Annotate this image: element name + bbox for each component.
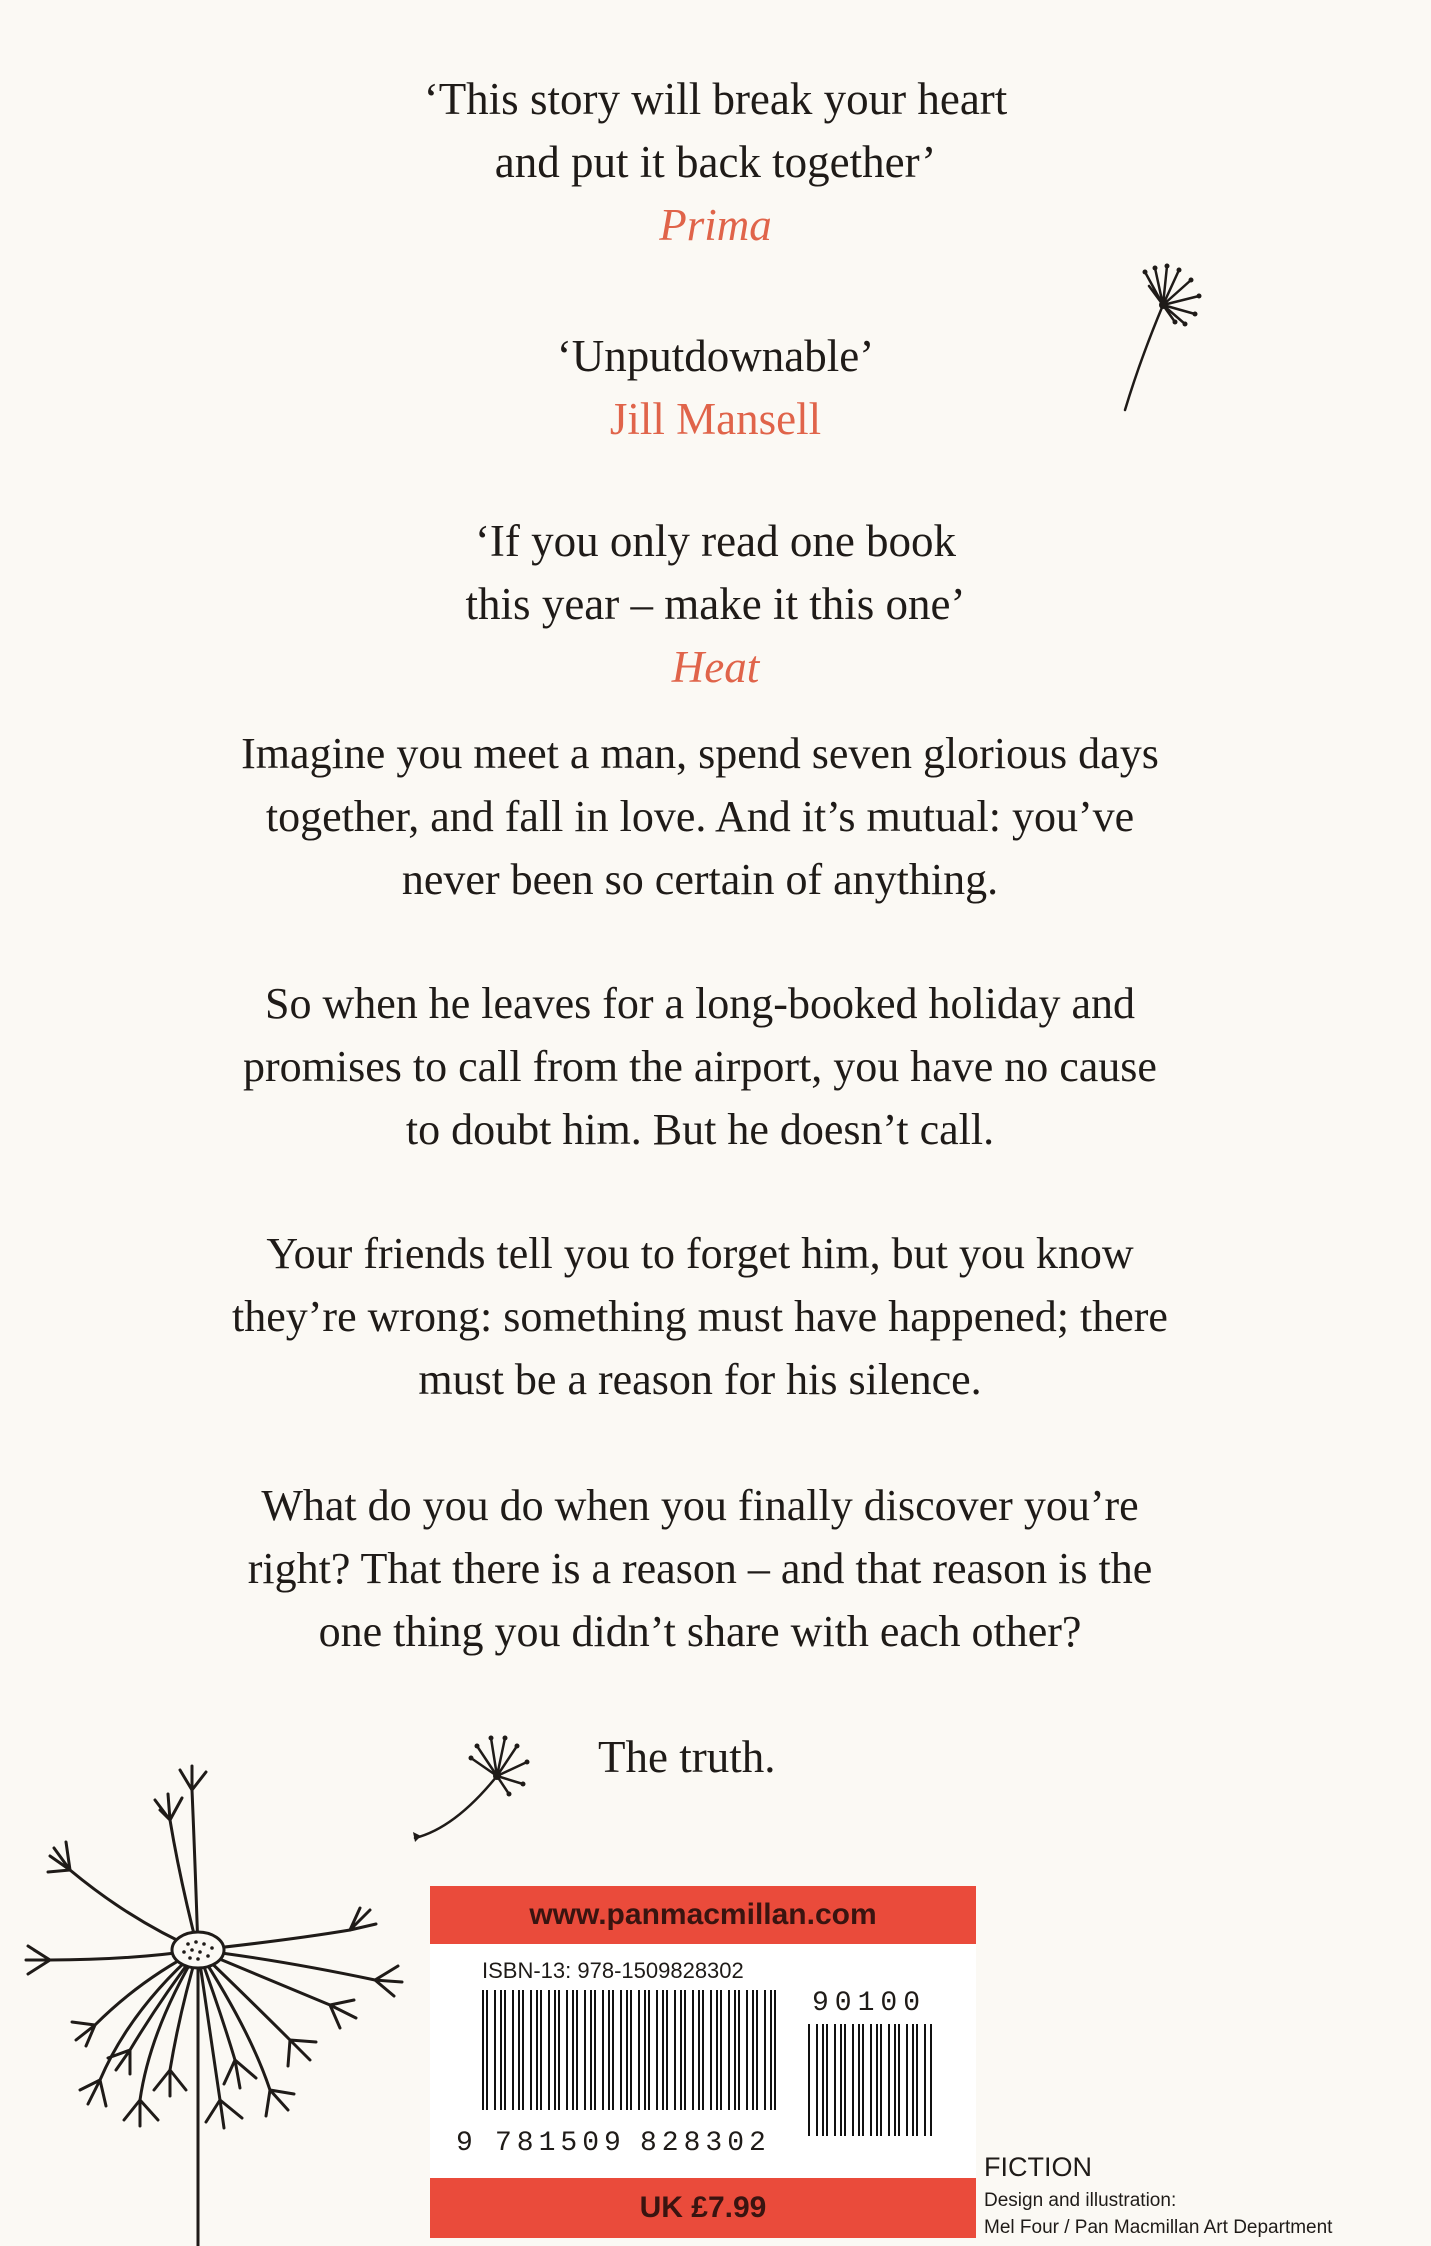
dandelion-flower-icon — [20, 1760, 420, 2246]
barcode-bar — [662, 1990, 664, 2110]
quote-text-line: ‘If you only read one book — [474, 516, 957, 566]
ean-first-digit: 9 — [456, 2128, 473, 2159]
barcode-bar — [572, 1990, 574, 2110]
barcode-bar — [930, 2024, 932, 2136]
barcode-bar — [576, 1990, 578, 2110]
ean-left-digits: 781509 — [495, 2128, 626, 2159]
quote-text-line: and put it back together’ — [494, 137, 937, 187]
price-banner — [430, 2178, 976, 2238]
quote-prima — [0, 68, 1431, 257]
ean-right-digits: 828302 — [640, 2128, 771, 2159]
barcode-bar — [518, 1990, 520, 2110]
barcode-bar — [822, 2024, 824, 2136]
barcode-bar — [924, 2024, 926, 2136]
barcode-bar — [554, 1990, 556, 2110]
barcode-bar — [594, 1990, 596, 2110]
barcode-bar — [916, 2024, 918, 2136]
barcode-bar — [486, 1990, 488, 2110]
barcode-bar — [906, 2024, 908, 2136]
barcode-bar — [756, 1990, 758, 2110]
blurb-line: promises to call from the airport, you have no cause — [243, 1042, 1157, 1091]
barcode-bar — [734, 1990, 736, 2110]
blurb-line: What do you do when you finally discover you’re — [261, 1481, 1139, 1530]
blurb-paragraph-3 — [0, 1222, 1400, 1411]
barcode-bar — [674, 1990, 676, 2110]
quote-source: Prima — [659, 200, 772, 250]
barcode-bar — [584, 1990, 586, 2110]
blurb-line: right? That there is a reason – and that reason is the — [247, 1544, 1153, 1593]
blurb-line: So when he leaves for a long-booked holiday and — [265, 979, 1135, 1028]
barcode-bar — [590, 1990, 592, 2110]
barcode-bar — [680, 1990, 682, 2110]
barcode-bar — [530, 1990, 532, 2110]
price: UK £7.99 — [639, 2191, 767, 2224]
barcode-bar — [774, 1990, 776, 2110]
addon-barcode — [808, 2024, 936, 2136]
barcode-bar — [894, 2024, 896, 2136]
quote-text-line: this year – make it this one’ — [465, 579, 966, 629]
barcode-bar — [746, 1990, 748, 2110]
barcode-bar — [504, 1990, 506, 2110]
barcode-bar — [834, 2024, 836, 2136]
barcode-bar — [912, 2024, 914, 2136]
quote-jill-mansell — [0, 325, 1431, 451]
barcode-bar — [716, 1990, 718, 2110]
dandelion-seed-icon — [405, 1728, 535, 1848]
barcode-bar — [692, 1990, 694, 2110]
addon-number: 90100 — [812, 1988, 927, 2019]
isbn-label: ISBN-13: 978-1509828302 — [482, 1958, 744, 1983]
quote-text-line: ‘This story will break your heart — [423, 74, 1008, 124]
blurb-line: they’re wrong: something must have happened; there — [232, 1292, 1168, 1341]
barcode-bar — [620, 1990, 622, 2110]
ean-barcode — [482, 1990, 782, 2110]
barcode-bar — [770, 1990, 772, 2110]
category-label: FICTION — [984, 2152, 1092, 2182]
barcode-bar — [644, 1990, 646, 2110]
barcode-bar — [698, 1990, 700, 2110]
barcode-bar — [666, 1990, 668, 2110]
barcode-bar — [500, 1990, 502, 2110]
barcode-bar — [512, 1990, 514, 2110]
blurb-line: Imagine you meet a man, spend seven glorious days — [241, 729, 1159, 778]
blurb-line: one thing you didn’t share with each other? — [318, 1607, 1082, 1656]
barcode-bar — [684, 1990, 686, 2110]
quote-source: Jill Mansell — [609, 394, 822, 444]
barcode-bar — [870, 2024, 872, 2136]
barcode-bar — [720, 1990, 722, 2110]
blurb-paragraph-4 — [0, 1474, 1400, 1663]
blurb-paragraph-2 — [0, 972, 1400, 1161]
barcode-bar — [494, 1990, 496, 2110]
closing-line: The truth. — [598, 1732, 776, 1782]
barcode-bar — [630, 1990, 632, 2110]
barcode-bar — [482, 1990, 484, 2110]
blurb-line: Your friends tell you to forget him, but you know — [266, 1229, 1134, 1278]
barcode-bar — [638, 1990, 640, 2110]
blurb-line: must be a reason for his silence. — [418, 1355, 982, 1404]
blurb-paragraph-1 — [0, 722, 1400, 911]
barcode-bar — [826, 2024, 828, 2136]
barcode-bar — [728, 1990, 730, 2110]
barcode-bar — [656, 1990, 658, 2110]
blurb-line: never been so certain of anything. — [401, 855, 999, 904]
barcode-bar — [840, 2024, 842, 2136]
barcode-bar — [862, 2024, 864, 2136]
barcode-bar — [612, 1990, 614, 2110]
barcode-bar — [566, 1990, 568, 2110]
barcode-bar — [558, 1990, 560, 2110]
barcode-bar — [752, 1990, 754, 2110]
quote-text-line: ‘Unputdownable’ — [556, 331, 875, 381]
blurb-line: together, and fall in love. And it’s mutual: you’ve — [265, 792, 1135, 841]
barcode-bar — [710, 1990, 712, 2110]
credits-label: Design and illustration: — [984, 2190, 1177, 2211]
barcode-bar — [626, 1990, 628, 2110]
quote-heat — [0, 510, 1431, 699]
barcode-bar — [880, 2024, 882, 2136]
barcode-bar — [702, 1990, 704, 2110]
barcode-bar — [536, 1990, 538, 2110]
barcode-bar — [844, 2024, 846, 2136]
barcode-bar — [648, 1990, 650, 2110]
barcode-bar — [808, 2024, 810, 2136]
barcode-bar — [816, 2024, 818, 2136]
barcode-bar — [876, 2024, 878, 2136]
blurb-line: to doubt him. But he doesn’t call. — [405, 1105, 995, 1154]
barcode-bar — [898, 2024, 900, 2136]
barcode-bar — [852, 2024, 854, 2136]
barcode-bar — [738, 1990, 740, 2110]
barcode-bar — [540, 1990, 542, 2110]
website-banner — [430, 1886, 976, 1944]
barcode-bar — [888, 2024, 890, 2136]
quote-source: Heat — [671, 642, 760, 692]
website-url: www.panmacmillan.com — [529, 1898, 877, 1931]
credits-names: Mel Four / Pan Macmillan Art Department — [984, 2217, 1333, 2238]
barcode-bar — [608, 1990, 610, 2110]
barcode-bar — [764, 1990, 766, 2110]
barcode-bar — [522, 1990, 524, 2110]
barcode-bar — [858, 2024, 860, 2136]
barcode-bar — [548, 1990, 550, 2110]
barcode-bar — [602, 1990, 604, 2110]
dandelion-seed-icon — [1105, 260, 1215, 420]
